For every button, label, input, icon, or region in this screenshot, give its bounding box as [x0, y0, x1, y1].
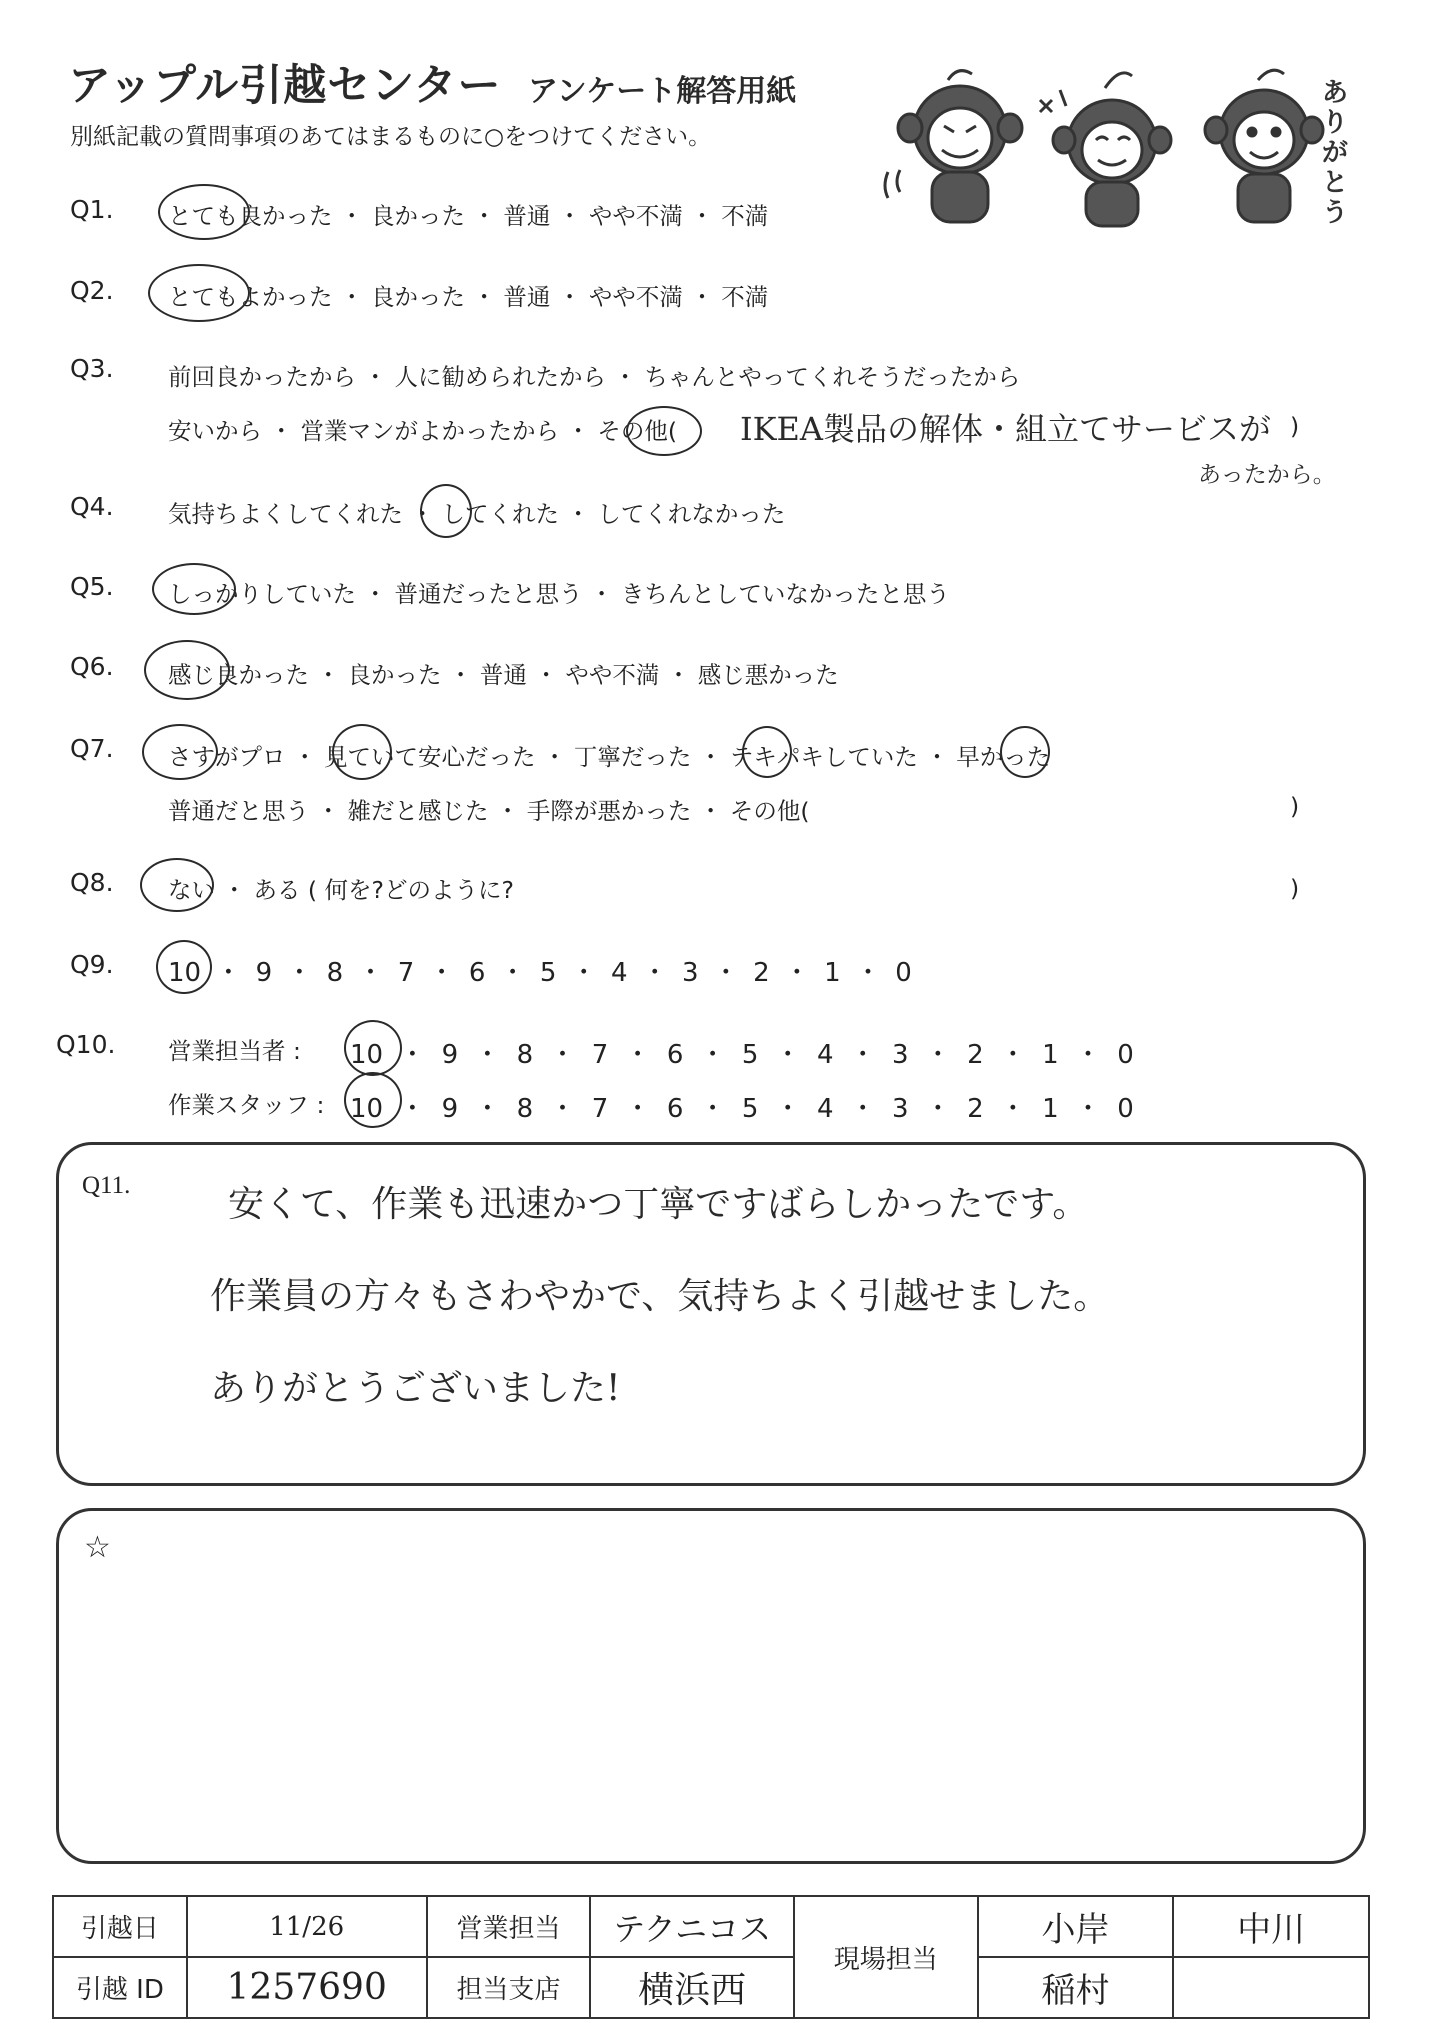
q4-label: Q4. [70, 492, 114, 521]
q8-label: Q8. [70, 868, 114, 897]
q7-circle-tekipaki [742, 726, 792, 778]
form-instruction: 別紙記載の質問事項のあてはまるものに○をつけてください。 [70, 124, 712, 150]
sales-rep-value: テクニコス [590, 1896, 794, 1957]
q7-label: Q7. [70, 734, 114, 763]
q5-label: Q5. [70, 572, 114, 601]
q8-close-paren: ) [1290, 874, 1300, 902]
move-date-value: 11/26 [187, 1896, 427, 1957]
q3-other-handwritten-cont: あったから。 [1198, 462, 1336, 488]
q11-handwritten-line2: 作業員の方々もさわやかで、気持ちよく引越せました。 [210, 1276, 1110, 1317]
q2-options: とてもよかった ・ 良かった ・ 普通 ・ やや不満 ・ 不満 [168, 283, 769, 311]
q9-scale: 10 ・ 9 ・ 8 ・ 7 ・ 6 ・ 5 ・ 4 ・ 3 ・ 2 ・ 1 ・ 0 [168, 958, 912, 988]
q4-selection-circle [420, 484, 472, 538]
q8-selection-circle [140, 858, 214, 912]
q3-options-line2: 安いから ・ 営業マンがよかったから ・ その他( [168, 417, 678, 445]
q10-staff-selection-circle [344, 1072, 402, 1128]
free-comment-box [56, 1508, 1366, 1864]
q2-selection-circle [148, 264, 250, 322]
q10-staff-scale: 10 ・ 9 ・ 8 ・ 7 ・ 6 ・ 5 ・ 4 ・ 3 ・ 2 ・ 1 ・ 0 [350, 1094, 1134, 1124]
branch-label: 担当支店 [427, 1957, 591, 2018]
q7-circle-miteite [332, 724, 392, 780]
site-staff-3: 稲村 [978, 1957, 1174, 2018]
q7-circle-hayakatta [1000, 726, 1050, 778]
move-id-value: 1257690 [187, 1957, 427, 2018]
q1-options: とても良かった ・ 良かった ・ 普通 ・ やや不満 ・ 不満 [168, 202, 769, 230]
q3-selection-circle [626, 406, 702, 456]
site-staff-2: 中川 [1173, 1896, 1369, 1957]
mascot-thanks-text: ありがとう [1322, 78, 1349, 228]
q1-label: Q1. [70, 195, 114, 224]
company-title: アップル引越センター [68, 61, 502, 111]
q7-options-line2: 普通だと思う ・ 雑だと感じた ・ 手際が悪かった ・ その他( [168, 797, 810, 825]
q3-label: Q3. [70, 354, 114, 383]
q3-options-line1: 前回良かったから ・ 人に勧められたから ・ ちゃんとやってくれそうだったから [168, 363, 1021, 391]
q10-staff-label: 作業スタッフ : [168, 1091, 325, 1119]
site-staff-empty [1173, 1957, 1369, 2018]
q6-options: 感じ良かった ・ 良かった ・ 普通 ・ やや不満 ・ 感じ悪かった [168, 661, 839, 689]
q7-options-line1: さすがプロ ・ 見ていて安心だった ・ 丁寧だった ・ テキパキしていた ・ 早かった [168, 743, 1051, 771]
q10-label: Q10. [56, 1030, 116, 1059]
q3-other-close-paren: ) [1290, 412, 1300, 440]
q10-sales-label: 営業担当者 : [168, 1037, 301, 1065]
monkey-mascots-illustration [880, 60, 1360, 240]
q4-options: 気持ちよくしてくれた ・ してくれた ・ してくれなかった [168, 500, 786, 528]
site-staff-1: 小岸 [978, 1896, 1174, 1957]
move-id-label: 引越 ID [53, 1957, 187, 2018]
branch-value: 横浜西 [590, 1957, 794, 2018]
q9-label: Q9. [70, 950, 114, 979]
q10-sales-selection-circle [344, 1020, 402, 1076]
site-staff-label: 現場担当 [794, 1896, 978, 2018]
star-icon: ☆ [84, 1530, 111, 1565]
q11-label: Q11. [82, 1172, 131, 1199]
q2-label: Q2. [70, 276, 114, 305]
q8-options: ない ・ ある ( 何を?どのように? [168, 876, 514, 904]
q5-options: しっかりしていた ・ 普通だったと思う ・ きちんとしていなかったと思う [168, 580, 950, 608]
q7-other-close-paren: ) [1290, 792, 1300, 820]
q7-circle-sasuga [142, 724, 218, 780]
q5-selection-circle [152, 563, 236, 615]
footer-info-table [52, 1895, 1370, 2019]
q10-sales-scale: 10 ・ 9 ・ 8 ・ 7 ・ 6 ・ 5 ・ 4 ・ 3 ・ 2 ・ 1 ・ 0 [350, 1040, 1134, 1070]
sales-rep-label: 営業担当 [427, 1896, 591, 1957]
q11-handwritten-line3: ありがとうございました! [210, 1368, 621, 1409]
form-subtitle: アンケート解答用紙 [528, 74, 797, 109]
q3-other-handwritten: IKEA製品の解体・組立てサービスが [740, 410, 1272, 448]
q1-selection-circle [158, 184, 250, 240]
q9-selection-circle [156, 940, 212, 994]
q6-selection-circle [144, 640, 230, 700]
q11-handwritten-line1: 安くて、作業も迅速かつ丁寧ですばらしかったです。 [228, 1184, 1089, 1225]
move-date-label: 引越日 [53, 1896, 187, 1957]
q6-label: Q6. [70, 652, 114, 681]
